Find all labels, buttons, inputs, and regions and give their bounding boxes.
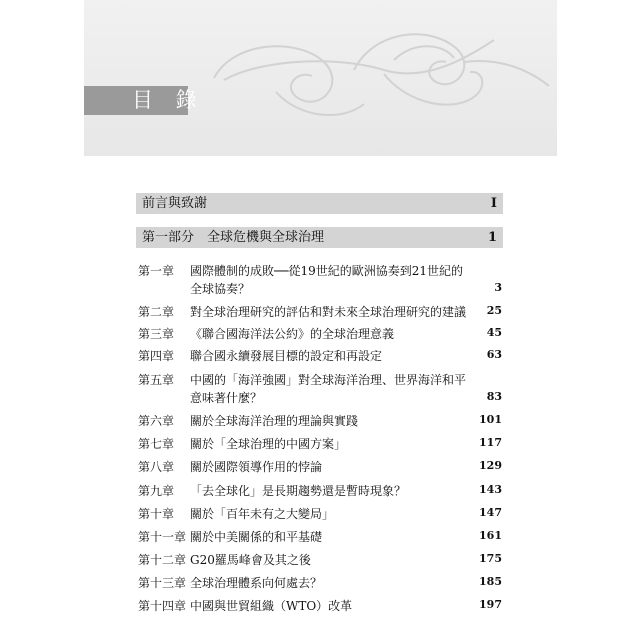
chapter-title — [190, 347, 460, 365]
chapter-page-number: 45 — [486, 326, 502, 339]
chapter-title-line: 意味著什麼？ — [190, 391, 263, 405]
chapter-title — [190, 303, 467, 321]
chapter-title-line: 關於「百年未有之大變局」 — [190, 507, 335, 521]
chapter-page-number: 197 — [479, 598, 502, 611]
toc-entry-chapter-4[interactable] — [138, 347, 502, 365]
chapter-title-line: 關於中美關係的和平基礎 — [190, 530, 323, 544]
chapter-label: 第十二章 — [138, 553, 187, 567]
chapter-label: 第四章 — [138, 349, 175, 363]
chapter-title — [190, 528, 460, 546]
section-page-number: 1 — [487, 230, 497, 245]
section-preface[interactable] — [136, 193, 503, 214]
chapter-label: 第九章 — [138, 484, 175, 498]
chapter-page-number: 161 — [479, 529, 502, 542]
chapter-page-number: 63 — [486, 348, 502, 361]
section-title: 前言與致謝 — [142, 196, 208, 211]
chapter-title-line: 中國的「海洋強國」對全球海洋治理、世界海洋和平 — [190, 373, 467, 387]
page-title: 目 錄 — [132, 88, 205, 112]
chapter-title — [190, 435, 460, 453]
decorative-swirl-ornament — [84, 0, 557, 156]
chapter-page-number: 147 — [479, 506, 502, 519]
chapter-title — [190, 574, 460, 592]
chapter-title — [190, 371, 467, 407]
section-part-one[interactable] — [136, 227, 503, 248]
chapter-title — [190, 482, 460, 500]
chapter-page-number: 129 — [479, 459, 502, 472]
toc-entry-chapter-2[interactable] — [138, 303, 502, 321]
toc-entry-chapter-3[interactable] — [138, 325, 502, 343]
chapter-title — [190, 262, 463, 298]
toc-entry-chapter-13[interactable] — [138, 574, 502, 592]
chapter-title — [190, 458, 460, 476]
chapter-label: 第五章 — [138, 373, 175, 387]
chapter-title-line: 關於國際領導作用的悖論 — [190, 460, 323, 474]
chapter-page-number: 101 — [479, 413, 502, 426]
section-title: 第一部分 全球危機與全球治理 — [142, 230, 325, 245]
chapter-label: 第二章 — [138, 305, 175, 319]
chapter-label: 第十三章 — [138, 576, 187, 590]
chapter-label: 第三章 — [138, 327, 175, 341]
toc-entry-chapter-9[interactable] — [138, 482, 502, 500]
chapter-page-number: 175 — [479, 552, 502, 565]
chapter-title-line: 全球治理體系向何處去？ — [190, 576, 323, 590]
chapter-page-number: 25 — [486, 304, 502, 317]
chapter-label: 第六章 — [138, 414, 175, 428]
chapter-title-line: 《聯合國海洋法公約》的全球治理意義 — [190, 327, 395, 341]
chapter-title-line: 中國與世貿組織（WTO）改革 — [190, 599, 353, 613]
chapter-title-line: G20羅馬峰會及其之後 — [190, 553, 311, 567]
chapter-title-line: 關於「全球治理的中國方案」 — [190, 437, 347, 451]
chapter-page-number: 117 — [479, 436, 502, 449]
chapter-page-number: 83 — [486, 390, 502, 403]
chapter-label: 第七章 — [138, 437, 175, 451]
chapter-title-line: 對全球治理研究的評估和對未來全球治理研究的建議 — [190, 305, 467, 319]
page-header-banner — [84, 0, 557, 156]
toc-entry-chapter-1[interactable] — [138, 262, 502, 298]
toc-entry-chapter-7[interactable] — [138, 435, 502, 453]
chapter-page-number: 3 — [494, 281, 502, 294]
chapter-label: 第十四章 — [138, 599, 187, 613]
chapter-label: 第十一章 — [138, 530, 187, 544]
chapter-page-number: 143 — [479, 483, 502, 496]
toc-entry-chapter-10[interactable] — [138, 505, 502, 523]
toc-entry-chapter-14[interactable] — [138, 597, 502, 615]
toc-entry-chapter-5[interactable] — [138, 371, 502, 407]
chapter-page-number: 185 — [479, 575, 502, 588]
chapter-title-line: 國際體制的成敗──從19世紀的歐洲協奏到21世紀的 — [190, 264, 463, 278]
toc-entry-chapter-12[interactable] — [138, 551, 502, 569]
chapter-title — [190, 412, 460, 430]
toc-entry-chapter-6[interactable] — [138, 412, 502, 430]
chapter-title — [190, 505, 460, 523]
chapter-title-line: 關於全球海洋治理的理論與實踐 — [190, 414, 359, 428]
toc-entry-chapter-8[interactable] — [138, 458, 502, 476]
section-page-number: I — [490, 196, 497, 211]
chapter-title-line: 聯合國永續發展目標的設定和再設定 — [190, 349, 383, 363]
chapter-title-line: 全球協奏？ — [190, 282, 251, 296]
chapter-title — [190, 325, 460, 343]
chapter-label: 第十章 — [138, 507, 175, 521]
chapter-title — [190, 597, 460, 615]
chapter-label: 第一章 — [138, 264, 175, 278]
toc-entry-chapter-11[interactable] — [138, 528, 502, 546]
chapter-title-line: 「去全球化」是長期趨勢還是暫時現象？ — [190, 484, 407, 498]
chapter-label: 第八章 — [138, 460, 175, 474]
chapter-title — [190, 551, 460, 569]
